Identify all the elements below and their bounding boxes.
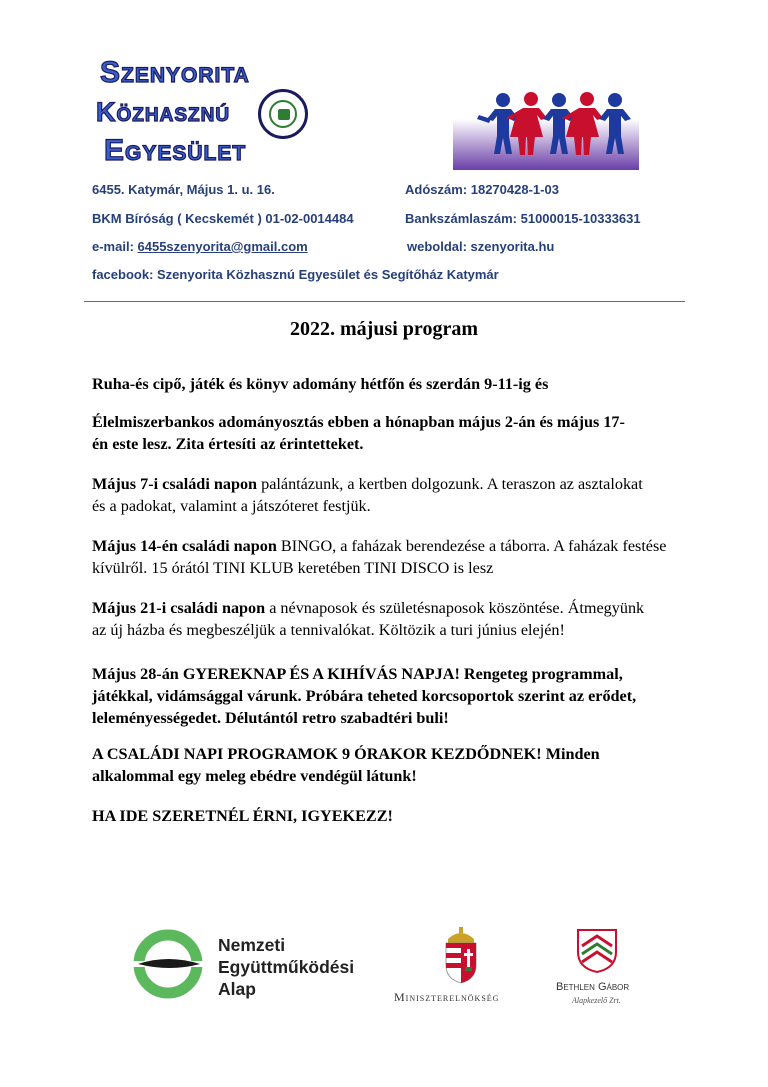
may-21-text: a névnaposok és születésnaposok köszöntése. Átmegyünk az új házba és megbeszéljük a tennivalókat. Költözik a turi június elején! — [92, 599, 645, 639]
paragraph-may-7 — [92, 473, 652, 517]
court-registration: BKM Bíróság ( Kecskemét ) 01-02-0014484 — [92, 211, 354, 226]
address: 6455. Katymár, Május 1. u. 16. — [92, 182, 275, 197]
paragraph-foodbank: Élelmiszerbankos adományosztás ebben a hónapban május 2-án és május 17-én este lesz. Zita értesíti az érintetteket. — [92, 413, 625, 453]
paragraph-may-28: Május 28-án GYEREKNAP ÉS A KIHÍVÁS NAPJA! Rengeteg programmal, játékkal, vidámsággal várunk. Próbára teheted korcsoportok szerint az erődet, leleményességedet. Délutántól retro szabadtéri buli! — [92, 665, 637, 727]
hungarian-coat-of-arms-icon — [440, 925, 482, 985]
nea-line1: Nemzeti — [218, 935, 286, 955]
website: weboldal: szenyorita.hu — [407, 239, 555, 254]
paragraph-donations: Ruha-és cipő, játék és könyv adomány hétfőn és szerdán 9-11-ig és — [92, 375, 549, 393]
tax-id: Adószám: 18270428-1-03 — [405, 182, 559, 197]
email-row — [92, 239, 308, 254]
nea-line3: Alap — [218, 979, 256, 999]
bga-name: Bethlen Gábor — [556, 981, 630, 993]
facebook: facebook: Szenyorita Közhasznú Egyesület és Segítőház Katymár — [92, 267, 499, 282]
nea-logo-icon — [132, 928, 204, 1000]
paragraph-may-14 — [92, 535, 667, 579]
email-label: e-mail: — [92, 239, 138, 254]
org-seal-icon — [258, 89, 308, 139]
bga-subtitle: Alapkezelő Zrt. — [572, 996, 621, 1005]
page-title: 2022. májusi program — [290, 318, 478, 340]
org-name-line3: Egyesület — [104, 134, 247, 167]
may-7-text: palántázunk, a kertben dolgozunk. A teraszon az asztalokat és a padokat, valamint a játszóteret festjük. — [92, 475, 643, 515]
paragraph-closing: HA IDE SZERETNÉL ÉRNI, IGYEKEZZ! — [92, 807, 393, 825]
people-chain-icon — [453, 85, 639, 170]
may-7-heading: Május 7-i családi napon — [92, 475, 258, 493]
may-14-heading: Május 14-én családi napon — [92, 537, 277, 555]
nea-line2: Együttműködési — [218, 957, 355, 977]
email-link[interactable]: 6455szenyorita@gmail.com — [137, 239, 308, 254]
may-14-text: BINGO, a faházak berendezése a táborra. A faházak festése kívülről. 15 órától TINI KLUB keretében TINI DISCO is lesz — [92, 537, 667, 577]
bank-account: Bankszámlaszám: 51000015-10333631 — [405, 211, 641, 226]
may-21-heading: Május 21-i családi napon — [92, 599, 266, 617]
org-name-line1: Szenyorita — [100, 56, 250, 89]
house-icon — [278, 109, 290, 120]
ministry-name: Miniszterelnökség — [394, 990, 500, 1004]
paragraph-start-time: A CSALÁDI NAPI PROGRAMOK 9 ÓRAKOR KEZDŐDNEK! Minden alkalommal egy meleg ebédre vendégül látunk! — [92, 745, 600, 785]
org-name-line2: Közhasznú — [96, 97, 231, 127]
bga-logo-icon — [576, 928, 618, 974]
nea-name — [218, 934, 354, 1000]
paragraph-may-21 — [92, 597, 652, 641]
header-divider — [84, 301, 685, 302]
